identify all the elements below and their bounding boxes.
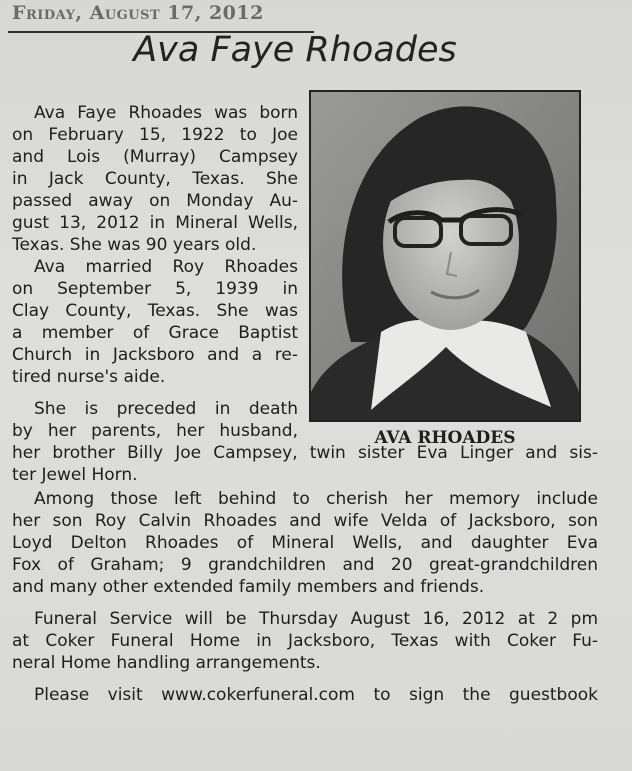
body-line: gust 13, 2012 in Mineral Wells,	[12, 213, 298, 233]
body-line: neral Home handling arrangements.	[12, 653, 321, 673]
body-line: and many other extended family members and friends.	[12, 577, 485, 597]
body-line: She is preceded in death	[34, 399, 298, 419]
body-line: at Coker Funeral Home in Jacksboro, Texas with Coker Fu-	[12, 631, 598, 651]
body-line: a member of Grace Baptist	[12, 323, 298, 343]
body-line: Funeral Service will be Thursday August 16, 2012 at 2 pm	[34, 609, 598, 629]
body-line: by her parents, her husband,	[12, 421, 298, 441]
body-line: Ava married Roy Rhoades	[34, 257, 298, 277]
body-line: her brother Billy Joe Campsey, twin sister Eva Linger and sis-	[12, 443, 598, 463]
body-line: and Lois (Murray) Campsey	[12, 147, 298, 167]
body-line: in Jack County, Texas. She	[12, 169, 298, 189]
body-line: Please visit www.cokerfuneral.com to sign the guestbook	[34, 685, 598, 705]
portrait-image	[311, 92, 579, 420]
body-line: on September 5, 1939 in	[12, 279, 298, 299]
body-line: passed away on Monday Au-	[12, 191, 298, 211]
body-line: Ava Faye Rhoades was born	[34, 103, 298, 123]
portrait-photo	[309, 90, 581, 422]
body-line: on February 15, 1922 to Joe	[12, 125, 298, 145]
body-line: Loyd Delton Rhoades of Mineral Wells, and daughter Eva	[12, 533, 598, 553]
body-line: Texas. She was 90 years old.	[12, 235, 257, 255]
body-line: Among those left behind to cherish her memory include	[34, 489, 598, 509]
dateline: Friday, August 17, 2012	[12, 2, 264, 24]
body-line: her son Roy Calvin Rhoades and wife Velda of Jacksboro, son	[12, 511, 598, 531]
obituary-title: Ava Faye Rhoades	[133, 30, 457, 70]
body-line: Church in Jacksboro and a re-	[12, 345, 298, 365]
body-line: ter Jewel Horn.	[12, 465, 138, 485]
body-line: Fox of Graham; 9 grandchildren and 20 great-grandchildren	[12, 555, 598, 575]
body-line: tired nurse's aide.	[12, 367, 166, 387]
body-line: Clay County, Texas. She was	[12, 301, 298, 321]
photo-caption: AVA RHOADES	[374, 428, 516, 448]
